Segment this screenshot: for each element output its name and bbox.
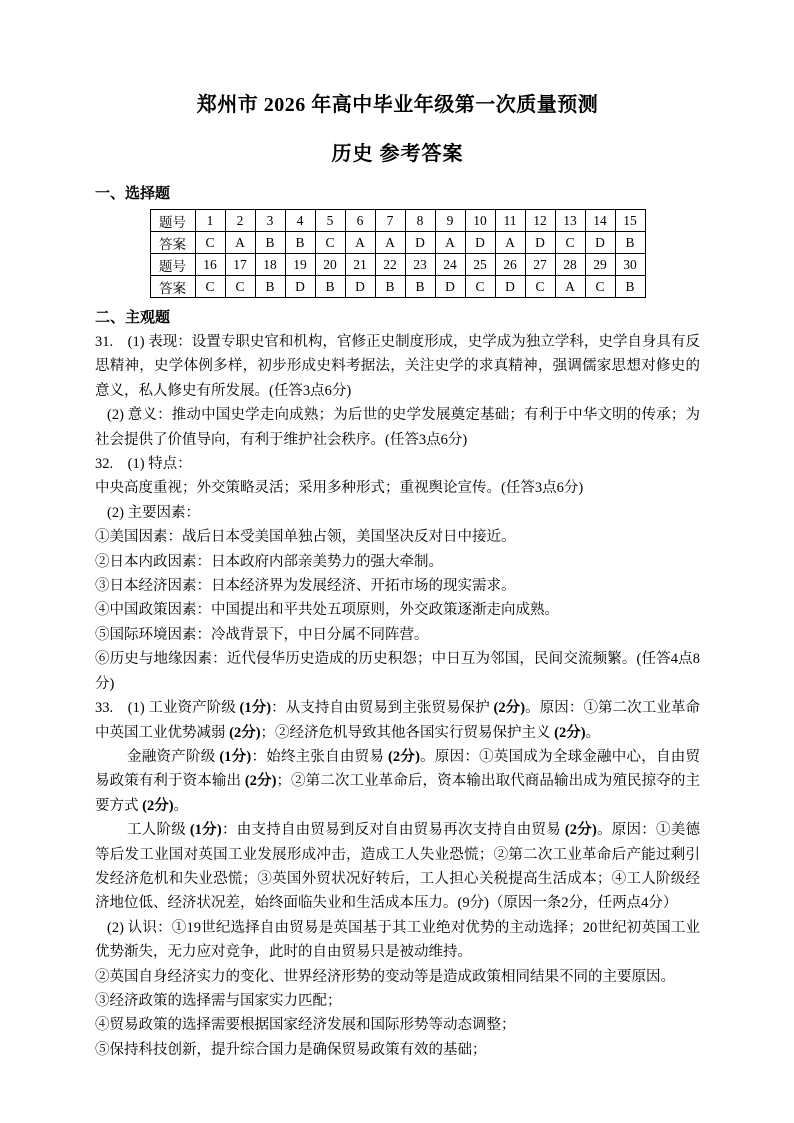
answer-cell: 25	[465, 254, 495, 276]
paragraph	[95, 623, 700, 647]
answer-cell: 14	[585, 210, 615, 232]
score-note: (2分)	[244, 773, 277, 790]
text-run: (2) 意义：推动中国史学走向成熟；为后世的史学发展奠定基础；有利于中华文明的传承；为社会提供了价值导向，有利于维护社会秩序。(任答3点6分)	[95, 407, 700, 448]
table-row	[150, 276, 645, 298]
paragraph	[95, 818, 700, 916]
text-run: 31. (1) 表现：设置专职史官和机构，官修正史制度形成，史学成为独立学科，史学自身具有反思精神，史学体例多样，初步形成史料考据法，关注史学的求真精神，强调儒家思想对修史的意义，私人修史有所发展。(任答3点6分)	[95, 334, 700, 399]
answer-cell: B	[255, 232, 285, 254]
text-run: 金融资产阶级	[127, 748, 220, 765]
answer-cell: 6	[345, 210, 375, 232]
answer-cell: 28	[555, 254, 585, 276]
text-run: ⑤保持科技创新，提升综合国力是确保贸易政策有效的基础；	[95, 1041, 487, 1058]
text-run: ①美国因素：战后日本受美国单独占领，美国坚决反对日中接近。	[95, 529, 516, 546]
row-label-cell: 答案	[150, 276, 195, 298]
answer-cell: 8	[405, 210, 435, 232]
answer-cell: 24	[435, 254, 465, 276]
answer-cell: D	[435, 276, 465, 298]
score-note: (2分)	[142, 797, 174, 814]
subjective-answers	[95, 330, 700, 1062]
paragraph	[95, 647, 700, 696]
text-run: 工人阶级	[127, 822, 190, 839]
answer-cell: B	[375, 276, 405, 298]
score-note: (1分)	[219, 748, 252, 765]
answer-cell: 4	[285, 210, 315, 232]
answer-cell: 1	[195, 210, 225, 232]
text-run: ②日本内政因素：日本政府内部亲美势力的强大牵制。	[95, 553, 443, 570]
subjective-section-heading: 二、主观题	[95, 310, 171, 326]
answer-cell: A	[495, 232, 525, 254]
text-run: ⑤国际环境因素：冷战背景下，中日分属不同阵营。	[95, 626, 429, 643]
score-note: (1分)	[239, 700, 272, 717]
text-run: 中央高度重视；外交策略灵活；采用多种形式；重视舆论宣传。(任答3点6分)	[95, 480, 584, 497]
paragraph	[95, 989, 700, 1013]
text-run: ；②第二次工业革命后，资本输出取代商品输出成为殖民掠夺的主要方式	[95, 773, 700, 814]
paragraph	[95, 1013, 700, 1037]
table-row	[150, 210, 645, 232]
paragraph	[95, 1038, 700, 1062]
paragraph	[95, 696, 700, 745]
score-note: (2分)	[229, 724, 261, 741]
row-label-cell: 答案	[150, 232, 195, 254]
answer-cell: 26	[495, 254, 525, 276]
table-row	[150, 232, 645, 254]
paragraph	[95, 550, 700, 574]
answer-cell: 16	[195, 254, 225, 276]
paragraph	[95, 525, 700, 549]
answer-cell: 3	[255, 210, 285, 232]
answer-cell: 29	[585, 254, 615, 276]
answer-cell: B	[405, 276, 435, 298]
answer-cell: D	[405, 232, 435, 254]
paragraph	[95, 403, 700, 452]
score-note: (1分)	[189, 822, 222, 839]
answer-cell: C	[195, 276, 225, 298]
text-run: ③日本经济因素：日本经济界为发展经济、开拓市场的现实需求。	[95, 578, 516, 595]
choice-section-heading: 一、选择题	[95, 186, 171, 202]
text-run: ⑥历史与地缘因素：近代侵华历史造成的历史积怨；中日互为邻国，民间交流频繁。(任答4点8分)	[95, 651, 700, 692]
answer-cell: 17	[225, 254, 255, 276]
row-label-cell: 题号	[150, 210, 195, 232]
paragraph	[95, 501, 700, 525]
answer-cell: A	[345, 232, 375, 254]
paragraph	[95, 330, 700, 403]
text-run: ：从支持自由贸易到主张贸易保护	[271, 700, 494, 717]
answer-cell: 10	[465, 210, 495, 232]
answer-cell: B	[315, 276, 345, 298]
text-run: (2) 主要因素：	[107, 504, 201, 521]
answer-cell: B	[255, 276, 285, 298]
answer-cell: A	[555, 276, 585, 298]
answer-cell: C	[465, 276, 495, 298]
text-run: ②英国自身经济实力的变化、世界经济形势的变动等是造成政策相同结果不同的主要原因。	[95, 968, 675, 985]
text-run: (2) 认识：①19世纪选择自由贸易是英国基于其工业绝对优势的主动选择；20世纪初英国工业优势渐失，无力应对竞争，此时的自由贸易只是被动维持。	[95, 919, 700, 961]
answer-cell: A	[375, 232, 405, 254]
answer-cell: 2	[225, 210, 255, 232]
text-run: ④贸易政策的选择需要根据国家经济发展和国际形势等动态调整；	[95, 1017, 516, 1034]
answer-cell: D	[465, 232, 495, 254]
answer-cell: D	[285, 276, 315, 298]
text-run: 。	[585, 724, 601, 741]
answer-table	[150, 209, 646, 298]
answer-cell: 21	[345, 254, 375, 276]
paragraph	[95, 574, 700, 598]
score-note: (2分)	[388, 748, 420, 765]
answer-cell: D	[495, 276, 525, 298]
answer-cell: D	[345, 276, 375, 298]
answer-cell: C	[555, 232, 585, 254]
text-run: ；②经济危机导致其他各国实行贸易保护主义	[260, 724, 555, 741]
text-run: 32. (1) 特点：	[95, 456, 192, 473]
answer-cell: 7	[375, 210, 405, 232]
text-run: ④中国政策因素：中国提出和平共处五项原则，外交政策逐渐走向成熟。	[95, 602, 559, 619]
table-row	[150, 254, 645, 276]
answer-cell: 23	[405, 254, 435, 276]
answer-cell: 12	[525, 210, 555, 232]
text-run: ：由支持自由贸易到反对自由贸易再次支持自由贸易	[221, 822, 565, 839]
row-label-cell: 题号	[150, 254, 195, 276]
answer-cell: 15	[615, 210, 645, 232]
answer-cell: 30	[615, 254, 645, 276]
paragraph	[95, 745, 700, 818]
answer-cell: 11	[495, 210, 525, 232]
paragraph	[95, 916, 700, 965]
answer-cell: C	[585, 276, 615, 298]
answer-cell: C	[525, 276, 555, 298]
answer-cell: C	[315, 232, 345, 254]
answer-cell: A	[435, 232, 465, 254]
text-run: ③经济政策的选择需与国家实力匹配；	[95, 992, 342, 1009]
answer-table-body	[150, 210, 645, 298]
answer-cell: B	[285, 232, 315, 254]
score-note: (2分)	[493, 700, 526, 717]
answer-cell: 27	[525, 254, 555, 276]
answer-cell: 5	[315, 210, 345, 232]
answer-cell: D	[525, 232, 555, 254]
paragraph	[95, 476, 700, 500]
answer-cell: 22	[375, 254, 405, 276]
answer-cell: 20	[315, 254, 345, 276]
text-run: 。原因：①英国成为全球金融中心，自由贸易政策有利于资本输出	[95, 748, 700, 790]
answer-cell: A	[225, 232, 255, 254]
answer-cell: 18	[255, 254, 285, 276]
answer-cell: 13	[555, 210, 585, 232]
text-run: ：始终主张自由贸易	[251, 748, 389, 765]
answer-cell: 9	[435, 210, 465, 232]
answer-cell: C	[225, 276, 255, 298]
paragraph	[95, 452, 700, 476]
answer-cell: B	[615, 232, 645, 254]
paragraph	[95, 598, 700, 622]
answer-cell: C	[195, 232, 225, 254]
doc-subtitle: 历史 参考答案	[331, 143, 464, 165]
answer-cell: D	[585, 232, 615, 254]
paragraph	[95, 965, 700, 989]
text-run: 33. (1) 工业资产阶级	[95, 700, 240, 717]
text-run: 。原因：①美德等后发工业国对英国工业发展形成冲击，造成工人失业恐慌；②第二次工业革命后产能过剩引发经济危机和失业恐慌；③英国外贸状况好转后，工人担心关税提高生活成本；④工人阶级经济地位低、经济状况差，始终面临失业和生活成本压力。(9分)（原因一条2分，任两点4分）	[95, 822, 700, 912]
text-run: 。	[173, 797, 189, 814]
text-run: 。原因：①第二次工业革命中英国工业优势减弱	[95, 700, 700, 741]
score-note: (2分)	[554, 724, 586, 741]
score-note: (2分)	[564, 822, 597, 839]
answer-cell: 19	[285, 254, 315, 276]
answer-cell: B	[615, 276, 645, 298]
doc-title: 郑州市 2026 年高中毕业年级第一次质量预测	[196, 94, 599, 116]
